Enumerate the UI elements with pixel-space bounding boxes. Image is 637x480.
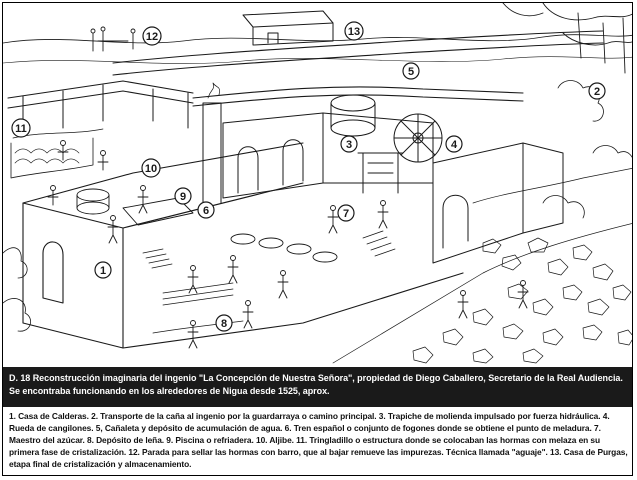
svg-text:6: 6 [202, 205, 210, 217]
figure-caption: D. 18 Reconstrucción imaginaria del ingenio "La Concepción de Nuestra Señora", propiedad de Diego Caballero, Secretario de la Real Audiencia. Se encontraba funcionando en los alrededores de Nigua desde 1525, aprox. [3, 367, 633, 407]
marker-7 [338, 205, 354, 221]
boiler-train [231, 234, 337, 262]
stone-path [333, 168, 633, 363]
svg-text:12: 12 [145, 31, 159, 43]
figure-frame [2, 2, 633, 476]
marker-13 [345, 22, 363, 40]
boiler-house-walls [23, 143, 463, 348]
svg-text:1: 1 [99, 265, 107, 277]
marker-1 [95, 262, 111, 278]
svg-text:11: 11 [15, 123, 27, 135]
svg-text:7: 7 [342, 208, 350, 220]
bushes-right [543, 81, 633, 219]
svg-text:2: 2 [593, 86, 601, 98]
cistern [77, 189, 109, 214]
svg-text:13: 13 [347, 26, 361, 38]
water-channel [193, 87, 523, 98]
water-wheel [394, 114, 442, 162]
workers [48, 141, 528, 349]
marker-4 [446, 136, 462, 152]
stairs [143, 231, 395, 268]
marker-2 [589, 83, 605, 99]
svg-text:3: 3 [345, 139, 353, 151]
marker-9 [175, 188, 191, 204]
marker-10 [142, 159, 160, 177]
figure-legend: 1. Casa de Calderas. 2. Transporte de la caña al ingenio por la guardarraya o camino principal. 3. Trapiche de molienda impulsado por fuerza hidráulica. 4. Rueda de cangilones. 5, Cañaleta y depósito de acumulación de agua. 6. Tren español o conjunto de fogones donde se obtiene el punto de meladura. 7. Maestro del azúcar. 8. Depósito de leña. 9. Piscina o refriadera. 10. Aljibe. 11. Tringladillo o estructura donde se colocaban las hormas con melaza en su primera fase de cristalización. 12. Parada para sellar las hormas con barro, que al bajar remueve las impurezas. Técnica llamada "aguaje". 13. Casa de Purgas, etapa final de cristalización y almacenamiento. [9, 411, 628, 469]
marker-5 [403, 63, 419, 79]
svg-text:4: 4 [450, 139, 458, 151]
marker-12 [143, 27, 161, 45]
trees-top-right [503, 3, 633, 73]
marker-3 [341, 136, 357, 152]
tringladillo-structure [8, 81, 193, 178]
chimney [203, 83, 221, 203]
svg-text:9: 9 [179, 191, 187, 203]
svg-text:8: 8 [220, 318, 228, 330]
marker-11 [12, 119, 30, 137]
right-building [433, 143, 563, 263]
marker-6 [198, 202, 214, 218]
svg-text:10: 10 [144, 163, 158, 175]
marker-8 [216, 315, 232, 331]
sugar-mill-illustration [3, 3, 633, 367]
bushes-left [3, 248, 31, 331]
stand-area-12 [91, 27, 135, 51]
svg-text:5: 5 [407, 66, 415, 78]
